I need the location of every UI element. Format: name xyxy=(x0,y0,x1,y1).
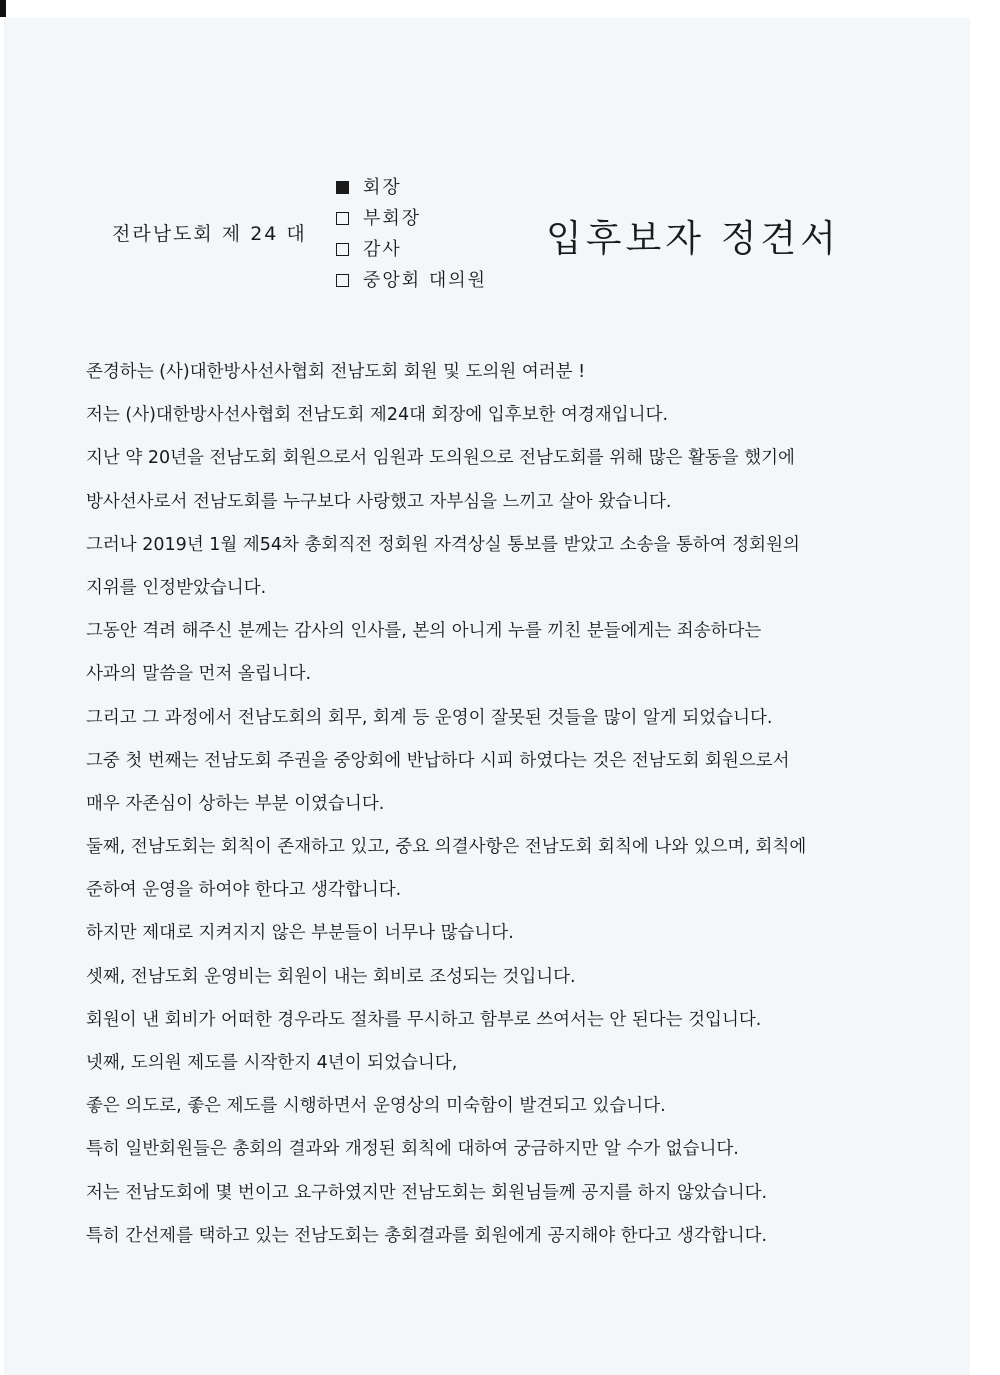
body-line: 그리고 그 과정에서 전남도회의 회무, 회계 등 운영이 잘못된 것들을 많이 알게 되었습니다. xyxy=(86,707,773,728)
checkbox-icon xyxy=(336,274,349,287)
body-line: 그중 첫 번째는 전남도회 주권을 중앙회에 반납하다 시피 하였다는 것은 전남도회 회원으로서 xyxy=(86,750,790,771)
body-line: 방사선사로서 전남도회를 누구보다 사랑했고 자부심을 느끼고 살아 왔습니다. xyxy=(86,491,672,512)
body-line: 매우 자존심이 상하는 부분 이였습니다. xyxy=(86,793,385,814)
checkbox-icon xyxy=(336,243,349,256)
body-line: 셋째, 전남도회 운영비는 회원이 내는 회비로 조성되는 것입니다. xyxy=(86,966,576,987)
position-option-auditor xyxy=(336,234,487,265)
body-line: 좋은 의도로, 좋은 제도를 시행하면서 운영상의 미숙함이 발견되고 있습니다. xyxy=(86,1096,666,1117)
position-option-vice-president xyxy=(336,203,487,234)
position-label: 중앙회 대의원 xyxy=(363,270,488,291)
statement-body xyxy=(86,357,916,1264)
body-line: 둘째, 전남도회는 회칙이 존재하고 있고, 중요 의결사항은 전남도회 회칙에 나와 있으며, 회칙에 xyxy=(86,837,807,858)
checkbox-icon xyxy=(336,212,349,225)
body-line: 저는 (사)대한방사선사협회 전남도회 제24대 회장에 입후보한 여경재입니다. xyxy=(86,405,669,426)
position-checklist xyxy=(336,172,487,296)
body-line: 그러나 2019년 1월 제54차 총회직전 정회원 자격상실 통보를 받았고 소송을 통하여 정회원의 xyxy=(86,534,800,555)
body-line: 회원이 낸 회비가 어떠한 경우라도 절차를 무시하고 함부로 쓰여서는 안 된다는 것입니다. xyxy=(86,1009,762,1030)
body-line: 그동안 격려 해주신 분께는 감사의 인사를, 본의 아니게 누를 끼친 분들에게는 죄송하다는 xyxy=(86,621,762,642)
position-label: 회장 xyxy=(363,177,402,198)
body-line: 저는 전남도회에 몇 번이고 요구하였지만 전남도회는 회원님들께 공지를 하지 않았습니다. xyxy=(86,1182,768,1203)
position-label: 감사 xyxy=(363,239,402,260)
body-line: 준하여 운영을 하여야 한다고 생각합니다. xyxy=(86,880,402,901)
body-line: 존경하는 (사)대한방사선사협회 전남도회 회원 및 도의원 여러분 ! xyxy=(86,362,586,382)
position-option-president xyxy=(336,172,487,203)
body-line: 특히 일반회원들은 총회의 결과와 개정된 회칙에 대하여 궁금하지만 알 수가 없습니다. xyxy=(86,1139,739,1160)
checkbox-icon xyxy=(336,181,349,194)
body-line: 사과의 말씀을 먼저 올립니다. xyxy=(86,664,312,685)
body-line: 넷째, 도의원 제도를 시작한지 4년이 되었습니다, xyxy=(86,1053,458,1073)
position-option-central-delegate xyxy=(336,265,487,296)
document-title: 입후보자 정견서 xyxy=(546,217,840,260)
position-label: 부회장 xyxy=(363,208,422,229)
org-label: 전라남도회 제 24 대 xyxy=(112,223,307,245)
scan-corner-mark xyxy=(0,0,6,17)
body-line: 지난 약 20년을 전남도회 회원으로서 임원과 도의원으로 전남도회를 위해 많은 활동을 했기에 xyxy=(86,448,795,469)
body-line: 하지만 제대로 지켜지지 않은 부분들이 너무나 많습니다. xyxy=(86,923,514,944)
body-line: 지위를 인정받았습니다. xyxy=(86,577,267,598)
body-line: 특히 간선제를 택하고 있는 전남도회는 총회결과를 회원에게 공지해야 한다고 생각합니다. xyxy=(86,1225,768,1246)
